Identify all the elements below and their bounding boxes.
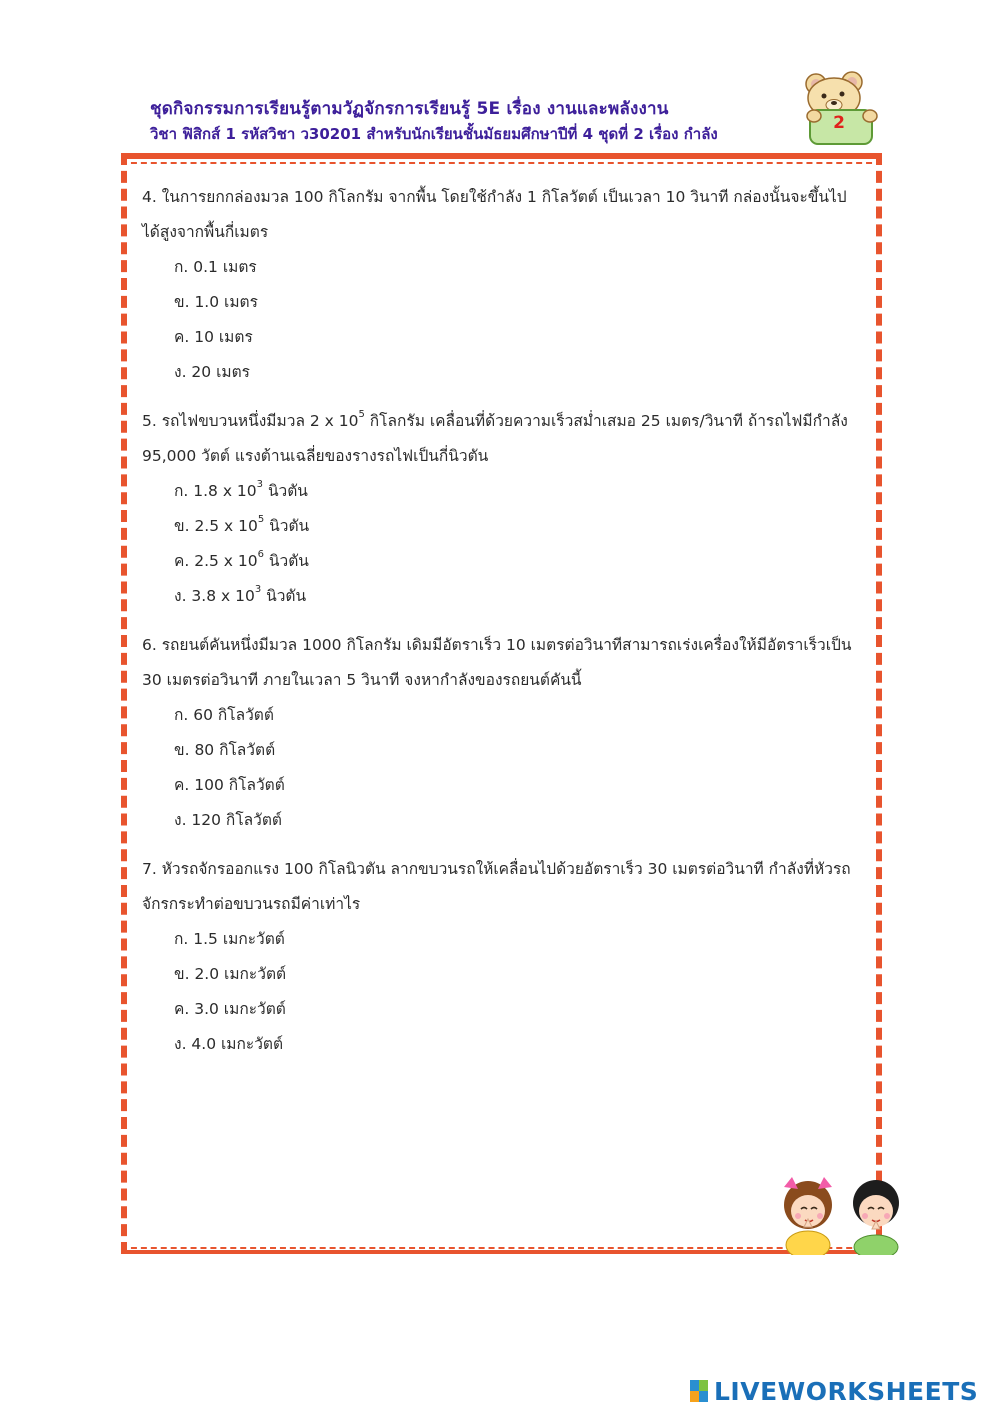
question-6-text: 6. รถยนต์คันหนึ่งมีมวล 1000 กิโลกรัม เดิมมีอัตราเร็ว 10 เมตรต่อวินาทีสามารถเร่งเครื่องให้มีอัตราเร็วเป็น 30 เมตรต่อวินาที ภายในเวลา 5 วินาที จงหากำลังของรถยนต์คันนี้ — [142, 636, 852, 689]
option-c: ค. 10 เมตร — [174, 328, 253, 346]
option-a-unit: นิวตัน — [263, 482, 308, 500]
page-number: 2 — [833, 113, 845, 133]
option-b: ข. 1.0 เมตร — [174, 293, 258, 311]
question-7-text: 7. หัวรถจักรออกแรง 100 กิโลนิวตัน ลากขบวนรถให้เคลื่อนไปด้วยอัตราเร็ว 30 เมตรต่อวินาที กำลังที่หัวรถจักรกระทำต่อขบวนรถมีค่าเท่าไร — [142, 860, 851, 913]
option-b-exponent: 5 — [257, 513, 265, 525]
page-border-bottom-dash — [121, 1247, 882, 1249]
question-6-options — [142, 698, 864, 838]
logo-text: LIVEWORKSHEETS — [714, 1376, 979, 1406]
option-b-coefficient: ข. 2.5 x 10 — [174, 517, 258, 535]
option-c — [174, 544, 864, 579]
option-a-coefficient: ก. 1.8 x 10 — [174, 482, 257, 500]
option-b: ข. 2.0 เมกะวัตต์ — [174, 965, 287, 983]
liveworksheets-logo — [690, 1376, 978, 1406]
liveworksheets-logo-icon — [690, 1380, 708, 1402]
option-d-coefficient: ง. 3.8 x 10 — [174, 587, 255, 605]
question-6 — [142, 628, 864, 838]
question-4-options — [142, 250, 864, 390]
header-title: ชุดกิจกรรมการเรียนรู้ตามวัฏจักรการเรียนรู้ 5E เรื่อง งานและพลังงาน — [150, 99, 669, 119]
option-c: ค. 3.0 เมกะวัตต์ — [174, 1000, 286, 1018]
header-subtitle: วิชา ฟิสิกส์ 1 รหัสวิชา ว30201 สำหรับนักเรียนชั้นมัธยมศึกษาปีที่ 4 ชุดที่ 2 เรื่อง กำลัง — [150, 125, 718, 143]
question-4 — [142, 180, 864, 390]
option-c-unit: นิวตัน — [264, 552, 309, 570]
option-a: ก. 1.5 เมกะวัตต์ — [174, 930, 285, 948]
option-d: ง. 4.0 เมกะวัตต์ — [174, 1035, 284, 1053]
option-a-exponent: 3 — [256, 478, 264, 490]
teddy-bear-icon — [800, 70, 880, 150]
question-5-options — [142, 474, 864, 614]
option-d-exponent: 3 — [254, 583, 262, 595]
question-5 — [142, 404, 864, 614]
question-7 — [142, 852, 864, 1062]
option-b — [174, 509, 864, 544]
option-c-exponent: 6 — [257, 548, 264, 560]
option-a — [174, 474, 864, 509]
option-d-unit: นิวตัน — [261, 587, 307, 605]
option-d: ง. 20 เมตร — [174, 363, 250, 381]
option-b-unit: นิวตัน — [264, 517, 310, 535]
page-border-top-dash — [121, 162, 882, 164]
question-5-exponent: 5 — [358, 408, 365, 420]
option-a: ก. 0.1 เมตร — [174, 258, 257, 276]
question-5-text — [142, 404, 864, 474]
question-4-text: 4. ในการยกกล่องมวล 100 กิโลกรัม จากพื้น โดยใช้กำลัง 1 กิโลวัตต์ เป็นเวลา 10 วินาที กล่องนั้นจะขึ้นไปได้สูงจากพื้นกี่เมตร — [142, 188, 847, 241]
option-a: ก. 60 กิโลวัตต์ — [174, 706, 274, 724]
option-d: ง. 120 กิโลวัตต์ — [174, 811, 282, 829]
question-7-options — [142, 922, 864, 1062]
praying-kids-illustration — [772, 1165, 908, 1255]
option-c-coefficient: ค. 2.5 x 10 — [174, 552, 258, 570]
option-c: ค. 100 กิโลวัตต์ — [174, 776, 285, 794]
question-5-text-start: 5. รถไฟขบวนหนึ่งมีมวล 2 x 10 — [142, 412, 359, 430]
option-b: ข. 80 กิโลวัตต์ — [174, 741, 276, 759]
question-list — [142, 180, 864, 1076]
option-d — [174, 579, 864, 614]
question-5-text-end: กิโลกรัม เคลื่อนที่ด้วยความเร็วสม่ำเสมอ 25 เมตร/วินาที ถ้ารถไฟมีกำลัง 95,000 วัตต์ แรงต้านเฉลี่ยของรางรถไฟเป็นกี่นิวตัน — [142, 412, 848, 465]
